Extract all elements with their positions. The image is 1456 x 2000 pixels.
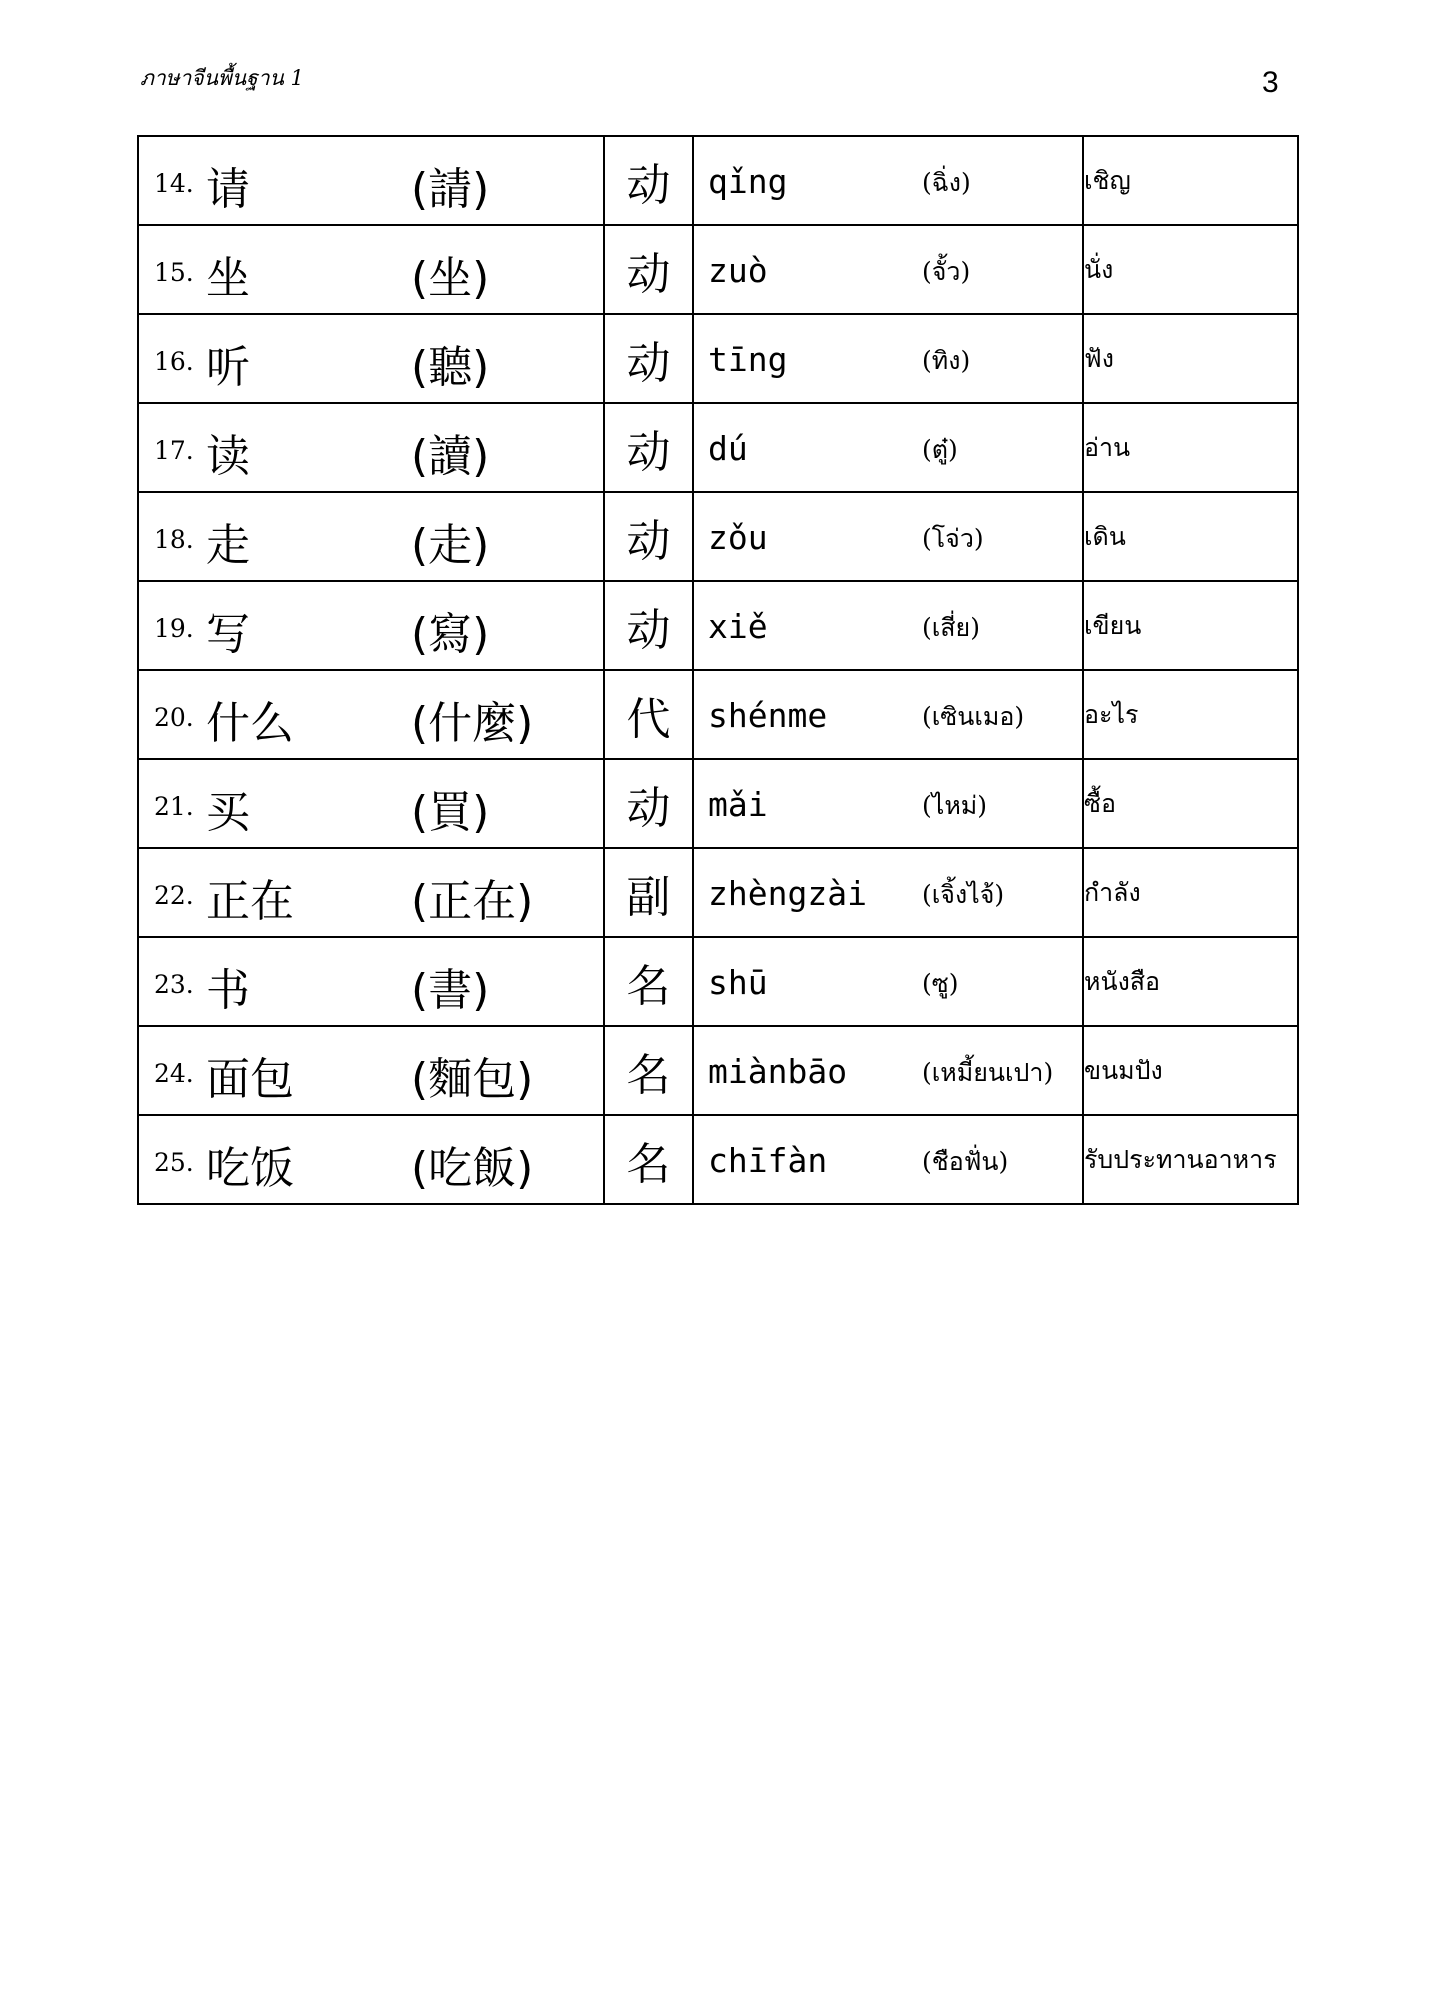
thai-reading: (ชือฟั่น): [922, 1147, 1009, 1176]
entry-number: 16.: [154, 347, 194, 376]
thai-meaning: ซื้อ: [1083, 759, 1298, 848]
thai-meaning: กำลัง: [1083, 848, 1298, 937]
table-row: [138, 848, 1298, 937]
part-of-speech: 动: [604, 492, 693, 581]
part-of-speech: 动: [604, 136, 693, 225]
table-row: [138, 1026, 1298, 1115]
thai-reading: (ตู๋): [922, 435, 958, 464]
simplified-word: 面包: [206, 1054, 294, 1105]
part-of-speech: 动: [604, 314, 693, 403]
part-of-speech: 动: [604, 581, 693, 670]
thai-meaning: เขียน: [1083, 581, 1298, 670]
word-cell: [138, 314, 604, 403]
word-cell: [138, 1115, 604, 1204]
word-cell: [138, 225, 604, 314]
entry-number: 19.: [154, 614, 194, 643]
word-cell: [138, 581, 604, 670]
traditional-word: (什麼): [411, 698, 534, 749]
thai-meaning: ฟัง: [1083, 314, 1298, 403]
word-cell: [138, 670, 604, 759]
pinyin: zuò: [708, 251, 768, 290]
vocabulary-table: [137, 135, 1299, 1205]
thai-reading: (ทิง): [922, 346, 971, 375]
thai-reading: (โจ่ว): [922, 524, 984, 553]
thai-meaning: หนังสือ: [1083, 937, 1298, 1026]
table-row: [138, 1115, 1298, 1204]
simplified-word: 走: [206, 520, 250, 571]
pinyin: chīfàn: [708, 1141, 828, 1180]
traditional-word: (寫): [411, 609, 490, 660]
word-cell: [138, 759, 604, 848]
entry-number: 20.: [154, 703, 194, 732]
pinyin: zǒu: [708, 518, 768, 557]
word-cell: [138, 492, 604, 581]
table-row: [138, 759, 1298, 848]
table-row: [138, 403, 1298, 492]
simplified-word: 读: [206, 431, 250, 482]
traditional-word: (請): [411, 164, 490, 215]
entry-number: 23.: [154, 970, 194, 999]
traditional-word: (讀): [411, 431, 490, 482]
word-cell: [138, 403, 604, 492]
part-of-speech: 动: [604, 759, 693, 848]
word-cell: [138, 136, 604, 225]
thai-meaning: เดิน: [1083, 492, 1298, 581]
pronunciation-cell: [693, 1115, 1083, 1204]
pronunciation-cell: [693, 759, 1083, 848]
pinyin: qǐng: [708, 162, 788, 201]
simplified-word: 吃饭: [206, 1143, 294, 1194]
pronunciation-cell: [693, 136, 1083, 225]
pinyin: shū: [708, 963, 768, 1002]
running-title: ภาษาจีนพื้นฐาน 1: [140, 66, 304, 90]
entry-number: 18.: [154, 525, 194, 554]
thai-meaning: ขนมปัง: [1083, 1026, 1298, 1115]
simplified-word: 正在: [206, 876, 294, 927]
word-cell: [138, 937, 604, 1026]
simplified-word: 坐: [206, 253, 250, 304]
table-row: [138, 581, 1298, 670]
pinyin: miànbāo: [708, 1052, 848, 1091]
table-row: [138, 492, 1298, 581]
pronunciation-cell: [693, 1026, 1083, 1115]
part-of-speech: 动: [604, 225, 693, 314]
traditional-word: (買): [411, 787, 490, 838]
pronunciation-cell: [693, 581, 1083, 670]
thai-meaning: เชิญ: [1083, 136, 1298, 225]
entry-number: 24.: [154, 1059, 194, 1088]
page-number: 3: [1262, 66, 1279, 99]
part-of-speech: 名: [604, 1026, 693, 1115]
pinyin: zhèngzài: [708, 874, 867, 913]
traditional-word: (正在): [411, 876, 534, 927]
simplified-word: 请: [206, 164, 250, 215]
simplified-word: 写: [206, 609, 250, 660]
traditional-word: (坐): [411, 253, 490, 304]
table-row: [138, 225, 1298, 314]
pronunciation-cell: [693, 225, 1083, 314]
table-row: [138, 136, 1298, 225]
table-row: [138, 314, 1298, 403]
simplified-word: 买: [206, 787, 250, 838]
thai-meaning: รับประทานอาหาร: [1083, 1115, 1298, 1204]
vocabulary-table-body: [138, 136, 1298, 1204]
traditional-word: (聽): [411, 342, 490, 393]
pronunciation-cell: [693, 314, 1083, 403]
thai-reading: (จั้ว): [922, 257, 971, 286]
pinyin: tīng: [708, 340, 788, 379]
thai-reading: (เหมี้ยนเปา): [922, 1058, 1054, 1087]
part-of-speech: 名: [604, 937, 693, 1026]
thai-meaning: นั่ง: [1083, 225, 1298, 314]
thai-reading: (เซินเมอ): [922, 702, 1025, 731]
thai-reading: (เสี่ย): [922, 613, 980, 642]
part-of-speech: 名: [604, 1115, 693, 1204]
thai-meaning: อ่าน: [1083, 403, 1298, 492]
word-cell: [138, 848, 604, 937]
traditional-word: (走): [411, 520, 490, 571]
thai-reading: (ไหม่): [922, 791, 988, 820]
thai-reading: (เจิ้งไจ้): [922, 880, 1005, 909]
entry-number: 22.: [154, 881, 194, 910]
simplified-word: 什么: [206, 698, 294, 749]
entry-number: 15.: [154, 258, 194, 287]
entry-number: 25.: [154, 1148, 194, 1177]
pronunciation-cell: [693, 670, 1083, 759]
part-of-speech: 代: [604, 670, 693, 759]
entry-number: 17.: [154, 436, 194, 465]
pronunciation-cell: [693, 403, 1083, 492]
part-of-speech: 副: [604, 848, 693, 937]
traditional-word: (書): [411, 965, 490, 1016]
entry-number: 21.: [154, 792, 194, 821]
traditional-word: (麵包): [411, 1054, 534, 1105]
entry-number: 14.: [154, 169, 194, 198]
pinyin: mǎi: [708, 785, 768, 824]
thai-meaning: อะไร: [1083, 670, 1298, 759]
simplified-word: 书: [206, 965, 250, 1016]
word-cell: [138, 1026, 604, 1115]
pinyin: shénme: [708, 696, 828, 735]
pinyin: dú: [708, 429, 748, 468]
simplified-word: 听: [206, 342, 250, 393]
part-of-speech: 动: [604, 403, 693, 492]
thai-reading: (ซู): [922, 969, 959, 998]
pinyin: xiě: [708, 607, 768, 646]
pronunciation-cell: [693, 937, 1083, 1026]
pronunciation-cell: [693, 848, 1083, 937]
table-row: [138, 670, 1298, 759]
pronunciation-cell: [693, 492, 1083, 581]
table-row: [138, 937, 1298, 1026]
thai-reading: (ฉิ่ง): [922, 168, 971, 197]
traditional-word: (吃飯): [411, 1143, 534, 1194]
